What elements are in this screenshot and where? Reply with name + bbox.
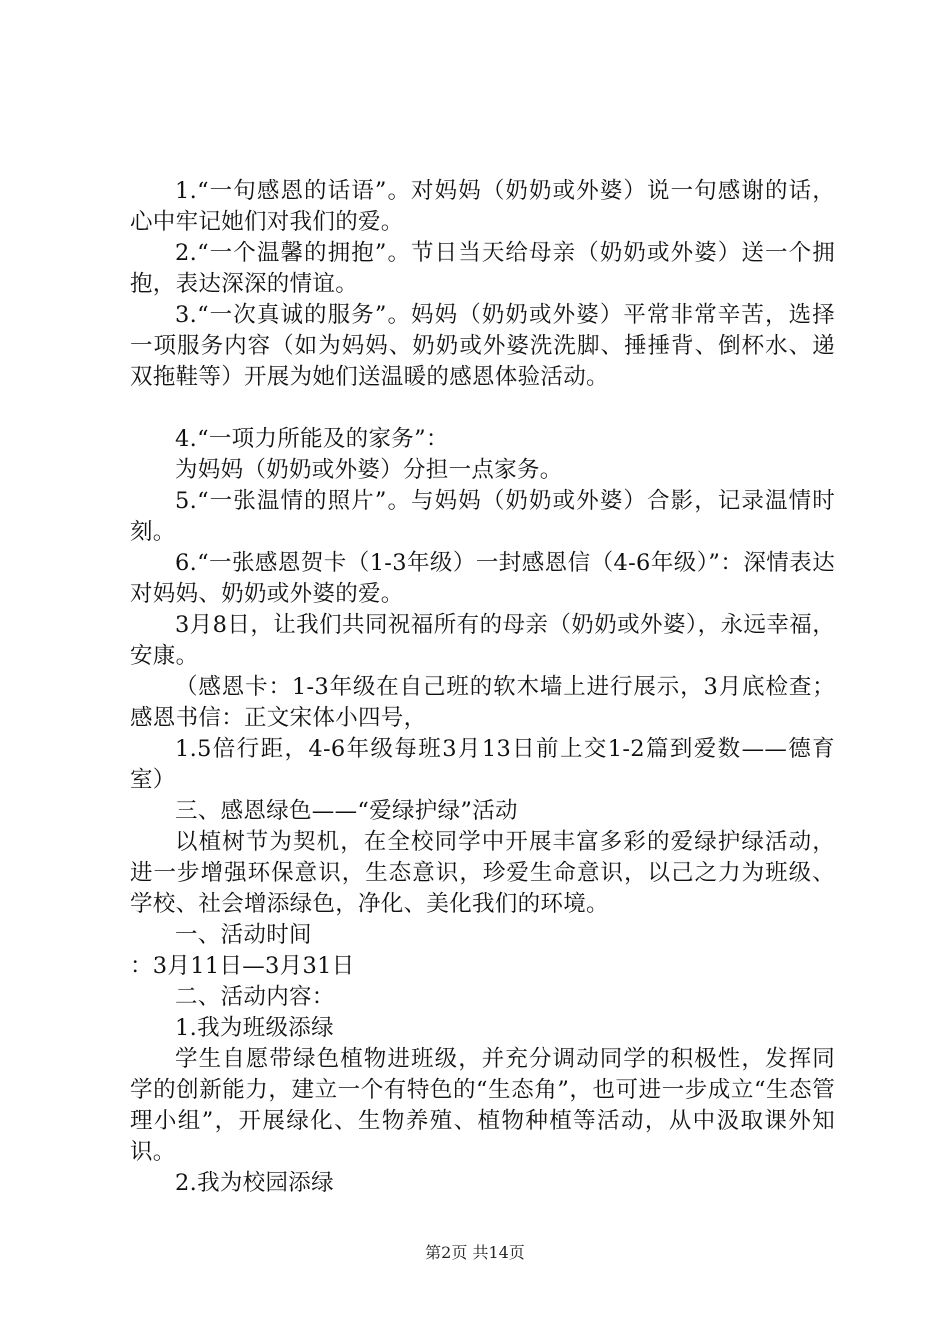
subheading-activity-time: 一、活动时间 <box>175 922 312 948</box>
document-body <box>130 176 835 1199</box>
paragraph-letter-format: 1.5倍行距，4-6年级每班3月13日前上交1-2篇到爱数——德育室） <box>130 736 835 793</box>
paragraph-warm-hug: 2.“一个温馨的拥抱”。节日当天给母亲（奶奶或外婆）送一个拥抱，表达深深的情谊。 <box>130 240 835 297</box>
item-campus-green: 2.我为校园添绿 <box>175 1170 334 1196</box>
page-footer: 第2页 共14页 <box>425 1243 525 1262</box>
paragraph-housework-title: 4.“一项力所能及的家务”： <box>175 426 449 452</box>
paragraph-sincere-service: 3.“一次真诚的服务”。妈妈（奶奶或外婆）平常非常辛苦，选择一项服务内容（如为妈妈、奶奶或外婆洗洗脚、捶捶背、倒杯水、递双拖鞋等）开展为她们送温暖的感恩体验活动。 <box>130 302 835 390</box>
section-heading-green: 三、感恩绿色——“爱绿护绿”活动 <box>175 798 518 824</box>
paragraph-housework-detail: 为妈妈（奶奶或外婆）分担一点家务。 <box>175 457 563 483</box>
paragraph-greeting-card: 6.“一张感恩贺卡（1-3年级）一封感恩信（4-6年级）”：深情表达对妈妈、奶奶或外婆的爱。 <box>130 550 835 607</box>
paragraph-warm-photo: 5.“一张温情的照片”。与妈妈（奶奶或外婆）合影，记录温情时刻。 <box>130 488 835 545</box>
subheading-activity-content: 二、活动内容： <box>175 984 335 1010</box>
paragraph-gratitude-words: 1.“一句感恩的话语”。对妈妈（奶奶或外婆）说一句感谢的话，心中牢记她们对我们的爱。 <box>130 178 835 235</box>
paragraph-class-green-detail: 学生自愿带绿色植物进班级，并充分调动同学的积极性，发挥同学的创新能力，建立一个有特色的“生态角”，也可进一步成立“生态管理小组”，开展绿化、生物养殖、植物种植等活动，从中汲取课外知识。 <box>130 1046 835 1165</box>
paragraph-arbor-day: 以植树节为契机，在全校同学中开展丰富多彩的爱绿护绿活动，进一步增强环保意识，生态意识，珍爱生命意识，以己之力为班级、学校、社会增添绿色，净化、美化我们的环境。 <box>130 829 835 917</box>
paragraph-activity-dates: ：3月11日—3月31日 <box>130 953 355 979</box>
item-class-green: 1.我为班级添绿 <box>175 1015 334 1041</box>
paragraph-card-note: （感恩卡：1-3年级在自己班的软木墙上进行展示，3月底检查；感恩书信：正文宋体小四号， <box>130 674 835 731</box>
paragraph-march-8: 3月8日，让我们共同祝福所有的母亲（奶奶或外婆），永远幸福，安康。 <box>130 612 835 669</box>
